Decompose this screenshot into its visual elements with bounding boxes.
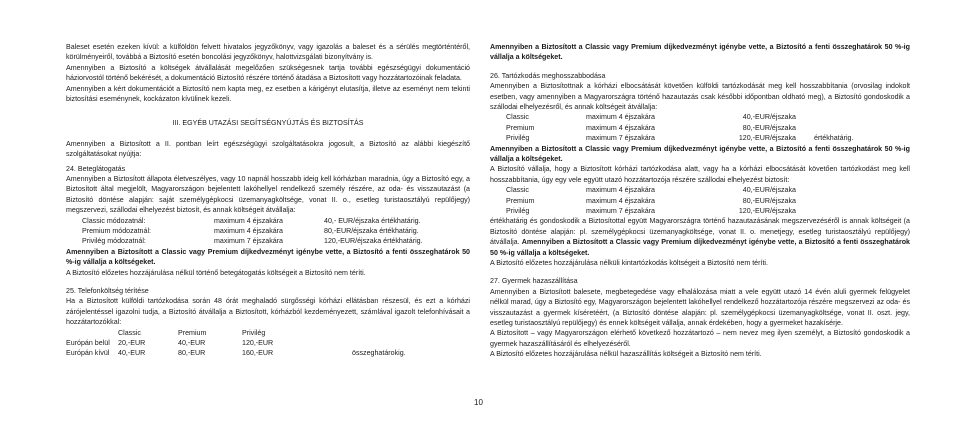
section-24-discount-note: Amennyiben a Biztosított a Classic vagy Premium díjkedvezményt igénybe vette, a Biztosító a fenti összeghatárok 50 %-ig vállalja a költségeket. xyxy=(66,247,470,267)
row-value: 40,-EUR/éjszaka xyxy=(742,186,796,195)
row-label: Privilég xyxy=(506,134,530,143)
table-row xyxy=(506,112,910,122)
section-27-title: 27. Gyermek hazaszállítása xyxy=(490,277,578,286)
table-row xyxy=(66,348,470,358)
section-24-text: Amennyiben a Biztosított állapota életveszélyes, vagy 10 napnál hosszabb ideig kell kórházban maradnia, úgy a Biztosító egy, a Biztosított által megjelölt, Magyarországon bejelentett lakóhellyel rendelkező személy részére, az oda- és visszautazást (a Biztosító döntése alapján: saját személygépkocsi üzemanyagköltsége, vonat II. o., esetleg turistaosztályú repülőjegy) megszervezi, szállodai elhelyezést biztosít, és annak költségeit átvállalja: xyxy=(66,175,470,215)
table-row xyxy=(82,226,470,236)
row-max: maximum 4 éjszakára xyxy=(214,216,283,225)
intro-paragraph-1: Baleset esetén ezeken kívül: a külföldön felvett hivatalos jegyzőkönyv, vagy igazolás a baleset és a sérülés megtörténtéről, körülményeiről, továbbá a Biztosító esetén boncolási jegyzőkönyv, halottvizsgálati bizonyítvány is. xyxy=(66,43,470,62)
section-3-text: Amennyiben a Biztosított a II. pontban leírt egészségügyi szolgáltatásokra jogosult, a Biztosító az alábbi kiegészítő szolgáltatásokat nyújtja: xyxy=(66,139,470,159)
section-26-text-3-bold: Amennyiben a Biztosított a Classic vagy Premium díjkedvezményt igénybe vette, a Biztosító a fenti összeghatárok 50 %-ig vállalja a költségeket. xyxy=(490,238,910,257)
phone-cost-table xyxy=(66,328,470,359)
row-label: Premium xyxy=(506,196,535,205)
cell-premium: 80,-EUR xyxy=(178,349,206,358)
row-value: 120,-EUR/éjszaka xyxy=(738,134,796,143)
intro-paragraph-3: Amennyiben a kért dokumentációt a Biztosító nem kapta meg, ez esetben a kárigényt elutasítja, illetve az eseményt nem tekinti biztosítási eseménynek, kockázaton kívülinek kezeli. xyxy=(66,84,470,104)
row-extra xyxy=(796,112,814,122)
row-value: 120,-EUR/éjszaka értékhatárig. xyxy=(324,237,423,246)
table-row xyxy=(506,185,910,195)
row-max: maximum 7 éjszakára xyxy=(214,237,283,246)
section-26-text-3 xyxy=(490,216,910,258)
visit-rates-table xyxy=(66,216,470,247)
row-max: maximum 4 éjszakára xyxy=(586,123,655,132)
row-label: Classic xyxy=(506,113,529,122)
row-label: Classic módozatnál: xyxy=(82,216,146,225)
table-row xyxy=(506,133,910,143)
section-3-title: III. EGYÉB UTAZÁSI SEGÍTSÉGNYÚJTÁS ÉS BIZTOSÍTÁS xyxy=(172,119,364,128)
row-max: maximum 4 éjszakára xyxy=(586,186,655,195)
section-27-text: Amennyiben a Biztosított balesete, megbetegedése vagy elhalálozása miatt a vele együtt utazó 14 évén aluli gyermek felügyelet nélkül marad, úgy a Biztosító egy, Magyarországon bejelentett lakóhellyel rendelkező hozzátartozója részére megszervezi az oda- és visszautazást a gyermek kíséretéért, (a Biztosító döntése alapján: pl. személygépkocsi üzemanyagköltsége, vonat II. oszt. jegy, esetleg turistaosztályú repülőjegy) és ennek költségeit vállalja, annak érdekében, hogy a gyermeket hazakísérje. xyxy=(490,287,910,328)
row-extra xyxy=(796,123,814,133)
left-column xyxy=(66,42,470,359)
cell-classic: 20,-EUR xyxy=(118,339,146,348)
section-25-title: 25. Telefonköltség térítése xyxy=(66,287,149,296)
row-value: 80,-EUR/éjszaka xyxy=(742,196,796,205)
table-row xyxy=(506,206,910,216)
cell-privileg: 160,-EUR xyxy=(242,349,274,358)
table-row xyxy=(82,216,470,226)
top-discount-note: Amennyiben a Biztosított a Classic vagy Premium díjkedvezményt igénybe vette, a Biztosító a fenti összeghatárok 50 %-ig vállalja a költségeket. xyxy=(490,43,910,62)
row-label: Privilég módozatnál: xyxy=(82,237,146,246)
column-header: Privilég xyxy=(242,328,266,337)
companion-stay-table xyxy=(490,185,910,216)
cell-classic: 40,-EUR xyxy=(118,349,146,358)
table-row xyxy=(66,338,470,348)
section-26-text: Amennyiben a Biztosítottnak a kórházi elbocsátását követően külföldi tartózkodását meg kell hosszabbítania (orvosilag indokolt esetben, vagy amennyiben a Magyarországra történő hazautazás csak későbbi időpontban oldható meg), a Biztosító gondoskodik a szállodai elhelyezésről, és annak költségeit átvállalja: xyxy=(490,82,910,112)
right-column xyxy=(490,42,910,360)
row-value: 80,-EUR/éjszaka értékhatárig. xyxy=(324,227,419,236)
row-max: maximum 4 éjszakára xyxy=(586,113,655,122)
section-26-title: 26. Tartózkodás meghosszabbodása xyxy=(490,71,606,80)
section-25-text: Ha a Biztosított külföldi tartózkodása során 48 órát meghaladó sürgősségi kórházi ellátásban részesül, és ezt a kórházi zárójelentéssel igazolni tudja, a Biztosító átvállalja a Biztosított, kórházból kezdeményezett, számlával igazolt telefonhívásait a hozzátartozókkal: xyxy=(66,297,470,327)
intro-paragraph-2: Amennyiben a Biztosító a költségek átvállalását megelőzően szükségesnek tartja további egészségügyi dokumentáció háziorvostól történő bekérését, a dokumentáció Biztosító részére történő átadása a Biztosított vagy hozzátartozóinak feladata. xyxy=(66,63,470,83)
table-header-row xyxy=(66,328,470,338)
row-label: Európán kívül xyxy=(66,349,110,358)
section-27-note: A Biztosító előzetes hozzájárulása nélkül hazaszállítás költségeit a Biztosító nem téríti. xyxy=(490,350,762,359)
row-label: Classic xyxy=(506,186,529,195)
row-label: Premium xyxy=(506,123,535,132)
page-number: 10 xyxy=(474,398,483,407)
row-max: maximum 4 éjszakára xyxy=(586,196,655,205)
stay-extension-table xyxy=(490,112,910,143)
cell-premium: 40,-EUR xyxy=(178,339,206,348)
table-row xyxy=(506,123,910,133)
table-row xyxy=(82,236,470,246)
row-value: 120,-EUR/éjszaka xyxy=(738,207,796,216)
row-extra: értékhatárig. xyxy=(814,134,854,143)
row-label: Európán belül xyxy=(66,339,110,348)
column-header: Classic xyxy=(118,328,141,337)
section-26-note: A Biztosító előzetes hozzájárulása nélküli kintartózkodás költségeit a Biztosító nem téríti. xyxy=(490,259,768,268)
table-row xyxy=(506,196,910,206)
section-26-discount-note: Amennyiben a Biztosított a Classic vagy Premium díjkedvezményt igénybe vette, a Biztosító a fenti összeghatárok 50 %-ig vállalja a költségeket. xyxy=(490,144,910,164)
section-24-title: 24. Beteglátogatás xyxy=(66,164,126,173)
section-27-text-2: A Biztosított – vagy Magyarországon elérhető következő hozzátartozó – nem nevez meg ilyen személyt, a Biztosító gondoskodik a gyermek hazaszállításáról és elhelyezéséről. xyxy=(490,329,910,348)
row-label: Premium módozatnál: xyxy=(82,227,151,236)
cell-extra: összeghatárokig. xyxy=(352,349,406,358)
row-value: 40,- EUR/éjszaka értékhatárig. xyxy=(324,216,421,225)
row-max: maximum 7 éjszakára xyxy=(586,207,655,216)
row-value: 80,-EUR/éjszaka xyxy=(742,123,796,132)
section-26-text-3-plain: értékhatárig és gondoskodik a Biztosítottal együtt Magyarországra történő hazautazásának megszervezéséről is annak költségeit (a Biztosító döntése alapján: pl. személygépkocsi üzemanyagköltsége, vonat II. o. menetjegy, esetleg turistaosztályú repülőjegy) átvállalja. xyxy=(490,217,910,247)
cell-privileg: 120,-EUR xyxy=(242,339,274,348)
section-24-note: A Biztosító előzetes hozzájárulása nélkül történő betegátogatás költségeit a Biztosító nem téríti. xyxy=(66,268,366,277)
row-max: maximum 4 éjszakára xyxy=(214,227,283,236)
row-label: Privilég xyxy=(506,207,530,216)
column-header: Premium xyxy=(178,328,207,337)
row-value: 40,-EUR/éjszaka xyxy=(742,113,796,122)
row-max: maximum 7 éjszakára xyxy=(586,134,655,143)
section-26-text-2: A Biztosító vállalja, hogy a Biztosított kórházi tartózkodása alatt, vagy ha a kórházi elbocsátását követően tartózkodást meg kell hosszabbítania, úgy egy vele együtt utazó hozzátartozója részére szállodai elhelyezést biztosít: xyxy=(490,165,910,184)
